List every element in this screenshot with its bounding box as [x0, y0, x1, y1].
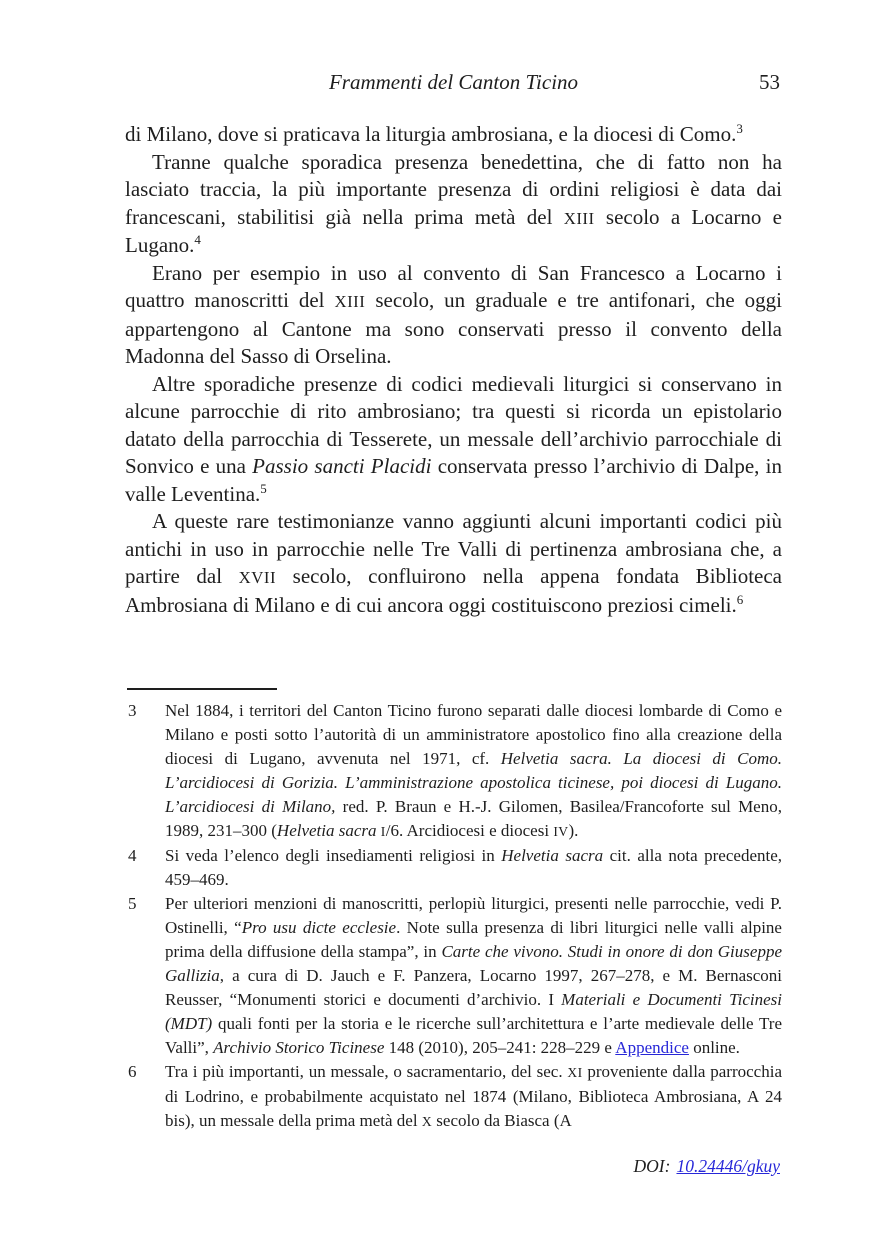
paragraph — [125, 371, 782, 509]
footnote-text — [165, 1060, 782, 1134]
text-segment: Per ulteriori menzioni di manoscritti, perlopiù liturgici, presenti nelle parrocchie, vedi P. Ostinelli, “ — [165, 894, 782, 937]
text-segment: XIII — [334, 292, 366, 311]
text-segment: Carte che vivono. Studi in onore di don Giuseppe Gallizia — [165, 942, 782, 985]
running-head — [125, 70, 782, 100]
footnote-number: 6 — [128, 1062, 137, 1081]
page-number: 53 — [759, 70, 780, 94]
paragraph — [125, 508, 782, 619]
footnote-text — [165, 844, 782, 892]
text-segment: quali fonti per la storia e le ricerche sull’architettura e l’arte medievale delle Tre Valli”, — [165, 1014, 782, 1057]
text-segment: red. P. Braun e H.-J. Gilomen, Basilea/Francoforte sul Meno, 1989, 231–300 ( — [165, 797, 782, 840]
footnote-number: 3 — [128, 701, 137, 720]
footnote-number: 4 — [128, 846, 137, 865]
text-segment: Tra i più importanti, un messale, o sacramentario, del sec. — [165, 1062, 568, 1081]
text-segment: Materiali e Documenti Ticinesi (MDT) — [165, 990, 782, 1033]
text-segment: /6. Arcidiocesi e diocesi — [385, 821, 554, 840]
footnote-reference: 4 — [194, 232, 201, 247]
text-segment: conservata presso l’archivio di Dalpe, in valle Leventina. — [125, 454, 782, 506]
text-segment: Archivio Storico Ticinese — [213, 1038, 385, 1057]
doi-link[interactable]: 10.24446/gkuy — [676, 1156, 780, 1176]
text-segment: Helvetia sacra. La diocesi di Como. L’arcidiocesi di Gorizia. L’amministrazione apostolica ticinese, poi diocesi di Lugano. L’arcidiocesi di Milano, — [165, 749, 783, 816]
text-segment: online. — [688, 1038, 740, 1057]
doi-label: DOI: — [633, 1156, 671, 1176]
text-segment: A queste rare testimonianze vanno aggiunti alcuni importanti codici più antichi in uso in parrocchie nelle Tre Valli di pertinenza ambrosiana che, a partire dal — [125, 509, 782, 588]
text-segment: Pro usu dicte ecclesie — [241, 918, 397, 937]
paragraph — [125, 121, 782, 149]
footnote-number: 5 — [128, 894, 137, 913]
text-segment: secolo da Biasca (A — [432, 1111, 572, 1130]
footnote-reference: 6 — [736, 591, 744, 607]
text-segment: Nel 1884, i territori del Canton Ticino furono separati dalle diocesi lombarde di Como e Milano e posti sotto l’autorità di un amministratore apostolico fino alla creazione della diocesi di Lugano, avvenuta nel 1971, cf. — [165, 701, 782, 768]
text-segment: Tranne qualche sporadica presenza benedettina, che di fatto non ha lasciato traccia, la più importante presenza di ordini religiosi è data dai francescani, stabilitisi già nella prima metà del — [125, 149, 782, 229]
text-segment: Helvetia sacra — [501, 846, 604, 865]
text-segment: ). — [568, 821, 579, 840]
text-segment: XVII — [238, 568, 277, 587]
text-segment: XIII — [563, 208, 595, 228]
footnote-item — [125, 844, 782, 892]
text-segment: IV — [553, 824, 569, 839]
footnote-reference: 3 — [736, 121, 743, 136]
text-segment: I — [380, 824, 386, 839]
text-segment: secolo a Locarno e Lugano. — [125, 204, 782, 257]
appendice-link[interactable]: Appendice — [615, 1038, 689, 1057]
footnote-separator-rule — [127, 688, 277, 690]
text-segment: Passio sancti Placidi — [252, 454, 432, 478]
running-title: Frammenti del Canton Ticino — [328, 70, 579, 94]
paragraph — [125, 149, 782, 260]
footnotes-section — [125, 699, 782, 1134]
text-segment: Altre sporadiche presenze di codici medievali liturgici si conservano in alcune parrocchie di rito ambrosiano; tra questi si ricorda un epistolario datato della parrocchia di Tesserete, un messale dell’archivio parrocchiale di Sonvico e una — [125, 371, 782, 478]
text-segment: di Milano, dove si praticava la liturgia ambrosiana, e la diocesi di Como. — [125, 122, 737, 146]
footnote-item — [125, 1060, 782, 1134]
footnote-text — [165, 699, 782, 844]
text-segment: 148 (2010), 205–241: 228–229 e — [384, 1038, 616, 1057]
text-segment: secolo, un graduale e tre antifonari, che oggi appartengono al Cantone ma sono conservati presso il convento della Madonna del Sasso di Orselina. — [125, 288, 782, 368]
text-segment: . Note sulla presenza di libri liturgici nelle valli alpine prima della diffusione della stampa”, in — [165, 918, 782, 961]
text-segment: cit. alla nota precedente, 459–469. — [165, 846, 783, 889]
footnote-text — [165, 892, 782, 1060]
text-segment: XI — [567, 1065, 583, 1080]
text-segment: proveniente dalla parrocchia di Lodrino, e probabilmente acquistato nel 1874 (Milano, Biblioteca Ambrosiana, A 24 bis), un messale della prima metà del — [165, 1062, 782, 1130]
text-segment: X — [421, 1114, 433, 1129]
footnote-item — [125, 699, 782, 844]
text-segment: , a cura di D. Jauch e F. Panzera, Locarno 1997, 267–278, e M. Bernasconi Reusser, “Monumenti storici e documenti d’archivio. I — [165, 966, 782, 1009]
footnote-item — [125, 892, 782, 1060]
body-text — [125, 121, 782, 619]
text-segment: Helvetia sacra — [276, 821, 377, 840]
text-segment: Erano per esempio in uso al convento di San Francesco a Locarno i quattro manoscritti del — [125, 260, 782, 312]
text-segment: secolo, confluirono nella appena fondata Biblioteca Ambrosiana di Milano e di cui ancora oggi costituiscono preziosi cimeli. — [125, 564, 782, 617]
doi-line — [634, 1156, 780, 1177]
footnote-reference: 5 — [260, 480, 267, 496]
text-segment: Si veda l’elenco degli insediamenti religiosi in — [165, 846, 502, 865]
paragraph — [125, 260, 782, 371]
